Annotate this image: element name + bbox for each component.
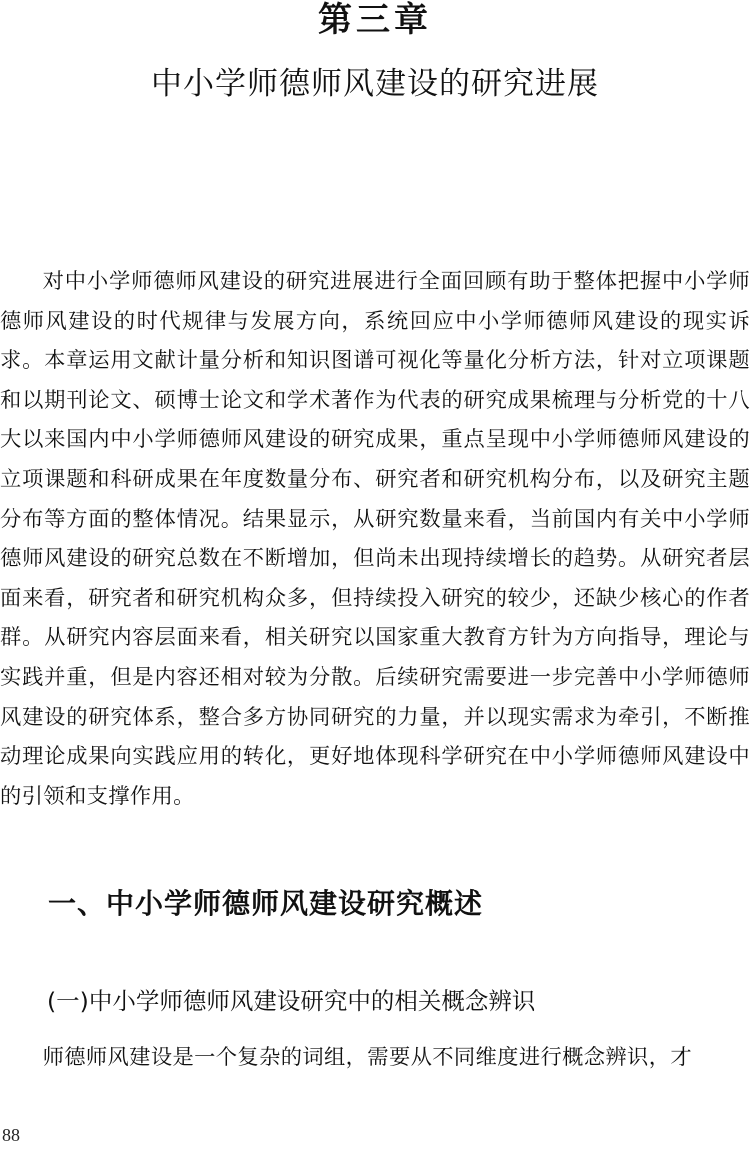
subsection-heading: (一)中小学师德师风建设研究中的相关概念辨识 xyxy=(47,987,536,1015)
chapter-title: 中小学师德师风建设的研究进展 xyxy=(151,66,599,102)
page-number: 88 xyxy=(2,1125,20,1145)
chapter-number-title: 第三章 xyxy=(318,0,432,40)
section-heading: 一、中小学师德师风建设研究概述 xyxy=(48,887,484,920)
intro-paragraph: 对中小学师德师风建设的研究进展进行全面回顾有助于整体把握中小学师德师风建设的时代规律与发展方向，系统回应中小学师德师风建设的现实诉求。本章运用文献计量分析和知识图谱可视化等量化分析方法，针对立项课题和以期刊论文、硕博士论文和学术著作为代表的研究成果梳理与分析党的十八大以来国内中小学师德师风建设的研究成果，重点呈现中小学师德师风建设的立项课题和科研成果在年度数量分布、研究者和研究机构分布，以及研究主题分布等方面的整体情况。结果显示，从研究数量来看，当前国内有关中小学师德师风建设的研究总数在不断增加，但尚未出现持续增长的趋势。从研究者层面来看，研究者和研究机构众多，但持续投入研究的较少，还缺少核心的作者群。从研究内容层面来看，相关研究以国家重大教育方针为方向指导，理论与实践并重，但是内容还相对较为分散。后续研究需要进一步完善中小学师德师风建设的研究体系，整合多方协同研究的力量，并以现实需求为牵引，不断推动理论成果向实践应用的转化，更好地体现科学研究在中小学师德师风建设中的引领和支撑作用。 xyxy=(0,269,750,809)
body-paragraph: 师德师风建设是一个复杂的词组，需要从不同维度进行概念辨识，才 xyxy=(42,1045,693,1070)
